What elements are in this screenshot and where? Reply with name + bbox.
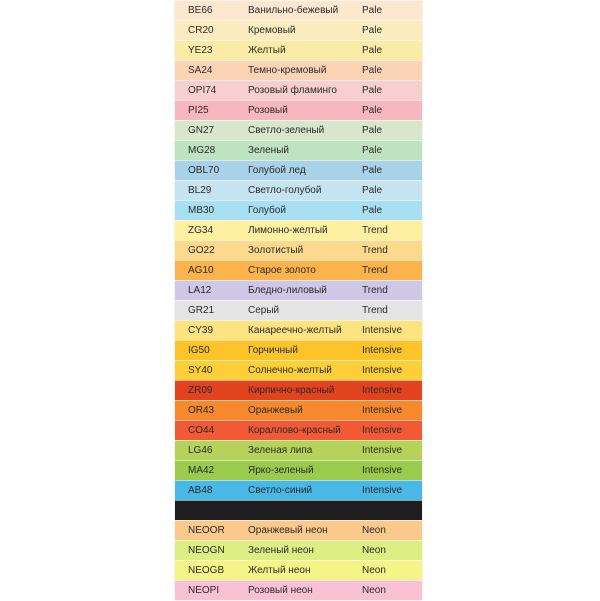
color-row [175, 80, 422, 100]
color-category: Pale [362, 105, 383, 116]
color-category: Pale [362, 65, 383, 76]
color-name: Кирпично-красный [248, 385, 335, 396]
color-code: BL29 [188, 185, 212, 196]
color-row [175, 340, 422, 360]
color-row [175, 580, 422, 600]
color-category: Pale [362, 185, 383, 196]
color-name: Темно-кремовый [248, 65, 327, 76]
color-code: OPI74 [188, 85, 217, 96]
color-name: Горчичный [248, 345, 298, 356]
color-code: LG46 [188, 445, 213, 456]
color-name: Розовый фламинго [248, 85, 337, 96]
color-row [175, 280, 422, 300]
color-name: Кремовый [248, 25, 296, 36]
color-name: Светло-зеленый [248, 125, 325, 136]
color-row [175, 460, 422, 480]
color-name: Солнечно-желтый [248, 365, 332, 376]
color-name: Розовый [248, 105, 288, 116]
color-category: Intensive [362, 425, 403, 436]
color-row [175, 440, 422, 460]
color-row [175, 120, 422, 140]
color-code: ZG34 [188, 225, 214, 236]
color-name: Ярко-зеленый [248, 465, 314, 476]
color-code: CY39 [188, 325, 214, 336]
color-swatch-table [175, 0, 422, 600]
color-category: Intensive [362, 365, 403, 376]
color-code: BE66 [188, 5, 213, 16]
color-code: PI25 [188, 105, 209, 116]
color-name: Канареечно-желтый [248, 325, 342, 336]
color-code: CO44 [188, 425, 215, 436]
color-name: Зеленый [248, 145, 289, 156]
color-row [175, 200, 422, 220]
color-category: Intensive [362, 465, 403, 476]
color-name: Зеленая липа [248, 445, 313, 456]
color-category: Trend [362, 285, 388, 296]
color-row [175, 220, 422, 240]
color-row [175, 360, 422, 380]
color-code: LA12 [188, 285, 212, 296]
color-row [175, 260, 422, 280]
color-category: Neon [362, 525, 386, 536]
color-category: Intensive [362, 445, 403, 456]
color-code: NEOOR [188, 525, 225, 536]
color-name: Старое золото [248, 265, 316, 276]
color-row [175, 520, 422, 540]
color-row [175, 500, 422, 520]
color-name: Лимонно-желтый [248, 225, 328, 236]
color-category: Pale [362, 125, 383, 136]
color-name: Оранжевый [248, 405, 303, 416]
color-code: SY40 [188, 365, 213, 376]
color-row [175, 480, 422, 500]
color-category: Pale [362, 25, 383, 36]
color-row [175, 180, 422, 200]
color-name: Золотистый [248, 245, 304, 256]
color-category: Intensive [362, 345, 403, 356]
color-name: Кораллово-красный [248, 425, 341, 436]
color-row [175, 540, 422, 560]
color-name: Серый [248, 305, 280, 316]
color-category: Trend [362, 265, 388, 276]
color-row [175, 140, 422, 160]
color-category: Intensive [362, 405, 403, 416]
color-code: NEOGN [188, 545, 225, 556]
color-category: Pale [362, 85, 383, 96]
color-row [175, 100, 422, 120]
color-code: ZR09 [188, 385, 213, 396]
color-category: Trend [362, 225, 388, 236]
color-row [175, 0, 422, 20]
color-code: YE23 [188, 45, 213, 56]
color-name: Желтый [248, 45, 286, 56]
color-code: IG50 [188, 345, 210, 356]
color-row [175, 160, 422, 180]
color-name: Бледно-лиловый [248, 285, 327, 296]
color-code: OBL70 [188, 165, 220, 176]
color-row [175, 300, 422, 320]
color-code: NEOPI [188, 585, 220, 596]
color-row [175, 40, 422, 60]
color-category: Intensive [362, 485, 403, 496]
color-code: OR43 [188, 405, 215, 416]
color-row [175, 380, 422, 400]
color-category: Trend [362, 305, 388, 316]
color-row [175, 20, 422, 40]
color-category: Neon [362, 545, 386, 556]
color-category: Pale [362, 5, 383, 16]
color-row [175, 60, 422, 80]
color-row [175, 420, 422, 440]
color-code: CR20 [188, 25, 214, 36]
color-code: GR21 [188, 305, 215, 316]
color-name: Зеленый неон [248, 545, 314, 556]
color-row [175, 320, 422, 340]
color-category: Trend [362, 245, 388, 256]
color-row [175, 240, 422, 260]
color-category: Pale [362, 45, 383, 56]
color-code: SA24 [188, 65, 213, 76]
color-category: Intensive [362, 385, 403, 396]
color-row [175, 400, 422, 420]
color-row [175, 560, 422, 580]
color-code: MA42 [188, 465, 215, 476]
color-code: NEOGB [188, 565, 225, 576]
color-category: Pale [362, 145, 383, 156]
color-name: Голубой [248, 205, 286, 216]
color-code: AB48 [188, 485, 213, 496]
color-name: Светло-синий [248, 485, 313, 496]
color-name: Светло-голубой [248, 185, 322, 196]
color-category: Pale [362, 165, 383, 176]
color-code: MG28 [188, 145, 216, 156]
color-category: Pale [362, 205, 383, 216]
color-name: Оранжевый неон [248, 525, 328, 536]
color-code: MB30 [188, 205, 215, 216]
color-name: Голубой лед [248, 165, 306, 176]
color-category: Intensive [362, 325, 403, 336]
color-category: Neon [362, 565, 386, 576]
color-name: Розовый неон [248, 585, 313, 596]
color-code: AG10 [188, 265, 214, 276]
color-category: Neon [362, 585, 386, 596]
color-code: GN27 [188, 125, 215, 136]
color-code: GO22 [188, 245, 215, 256]
color-name: Ванильно-бежевый [248, 5, 339, 16]
color-name: Желтый неон [248, 565, 311, 576]
